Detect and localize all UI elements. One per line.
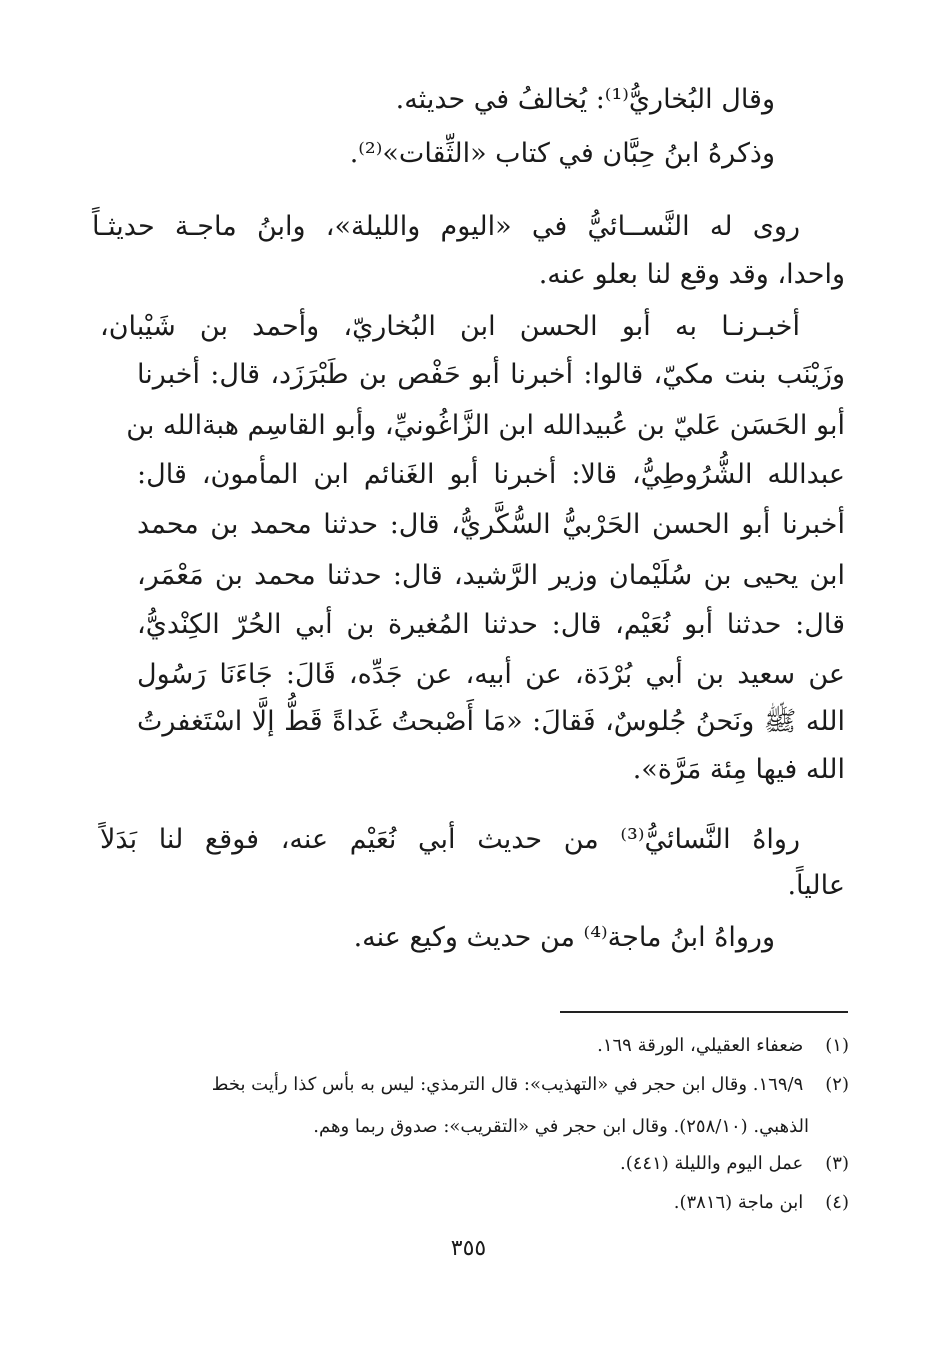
text-line-3: روى له النَّســائيُّ في «اليوم والليلة»، وابنُ ماجـة حديثـاً <box>92 211 800 242</box>
text-line-13: الله ﷺ ونَحنُ جُلوسٌ، فَقالَ: «مَا أَصْبحتُ غَداةً قَطُّ إلَّا اسْتَغفرتُ <box>137 706 845 737</box>
text-line-16: عالياً. <box>787 870 845 901</box>
footnote-number: (٢) <box>825 1074 849 1095</box>
footnote-number: (١) <box>825 1035 849 1056</box>
text-line-15: رواهُ النَّسائيُّ⁽³⁾ من حديث أبي نُعَيْم عنه، فوقع لنا بَدَلاً <box>100 824 801 855</box>
footnote-text: ١٦٩/٩. وقال ابن حجر في «التهذيب»: قال الترمذي: ليس به بأس كذا رأيت بخط <box>211 1074 804 1095</box>
text-line-17: ورواهُ ابنُ ماجة⁽⁴⁾ من حديث وكيع عنه. <box>353 922 775 953</box>
text-line-6: وزَيْنَب بنت مكيّ، قالوا: أخبرنا أبو حَفْص بن طَبْرَزَد، قال: أخبرنا <box>137 359 845 390</box>
text-line-4: واحدا، وقد وقع لنا بعلو عنه. <box>538 259 845 290</box>
footnote-4 <box>674 1189 849 1217</box>
text-line-14: الله فيها مِئة مَرَّة». <box>632 754 845 785</box>
text-line-7: أبو الحَسَن عَليّ بن عُبيدالله ابن الزَّاغُونيِّ، وأبو القاسِم هبةالله بن <box>126 410 845 441</box>
footnote-text: ابن ماجة (٣٨١٦). <box>673 1192 804 1213</box>
text-line-2: وذكرهُ ابنُ حِبَّان في كتاب «الثِّقات»⁽²⁾. <box>349 138 775 169</box>
text-line-11: قال: حدثنا أبو نُعَيْم، قال: حدثنا المُغيرة بن أبي الحُرّ الكِنْديُّ، <box>137 609 845 640</box>
footnote-2-continued <box>313 1113 809 1141</box>
text-line-8: عبدالله الشُّرُوطِيُّ، قالا: أخبرنا أبو الغَنائم ابن المأمون، قال: <box>137 459 845 490</box>
footnote-number: (٣) <box>825 1153 849 1174</box>
footnote-number: (٤) <box>825 1192 849 1213</box>
text-line-1: وقال البُخاريُّ⁽¹⁾: يُخالفُ في حديثه. <box>395 84 775 115</box>
text-line-5: أخبـرنـا به أبو الحسن ابن البُخاريّ، وأحمد بن شَيْبان، <box>100 311 800 342</box>
footnote-3 <box>620 1150 849 1178</box>
footnote-text: الذهبي. (٢٥٨/١٠). وقال ابن حجر في «التقريب»: صدوق ربما وهم. <box>313 1116 809 1137</box>
text-line-10: ابن يحيى بن سُلَيْمان وزير الرَّشيد، قال: حدثنا محمد بن مَعْمَر، <box>137 560 845 591</box>
page-number: ٣٥٥ <box>450 1236 487 1261</box>
footnote-separator <box>560 1011 848 1013</box>
footnote-1 <box>597 1032 849 1060</box>
text-line-9: أخبرنا أبو الحسن الحَرْبيُّ السُّكَّريُّ، قال: حدثنا محمد بن محمد <box>137 509 845 540</box>
text-line-12: عن سعيد بن أبي بُرْدَة، عن أبيه، عن جَدِّه، قَالَ: جَاءَنَا رَسُول <box>137 659 845 690</box>
footnote-2 <box>212 1071 849 1099</box>
footnote-text: ضعفاء العقيلي، الورقة ١٦٩. <box>597 1035 804 1056</box>
footnote-text: عمل اليوم والليلة (٤٤١). <box>619 1153 804 1174</box>
